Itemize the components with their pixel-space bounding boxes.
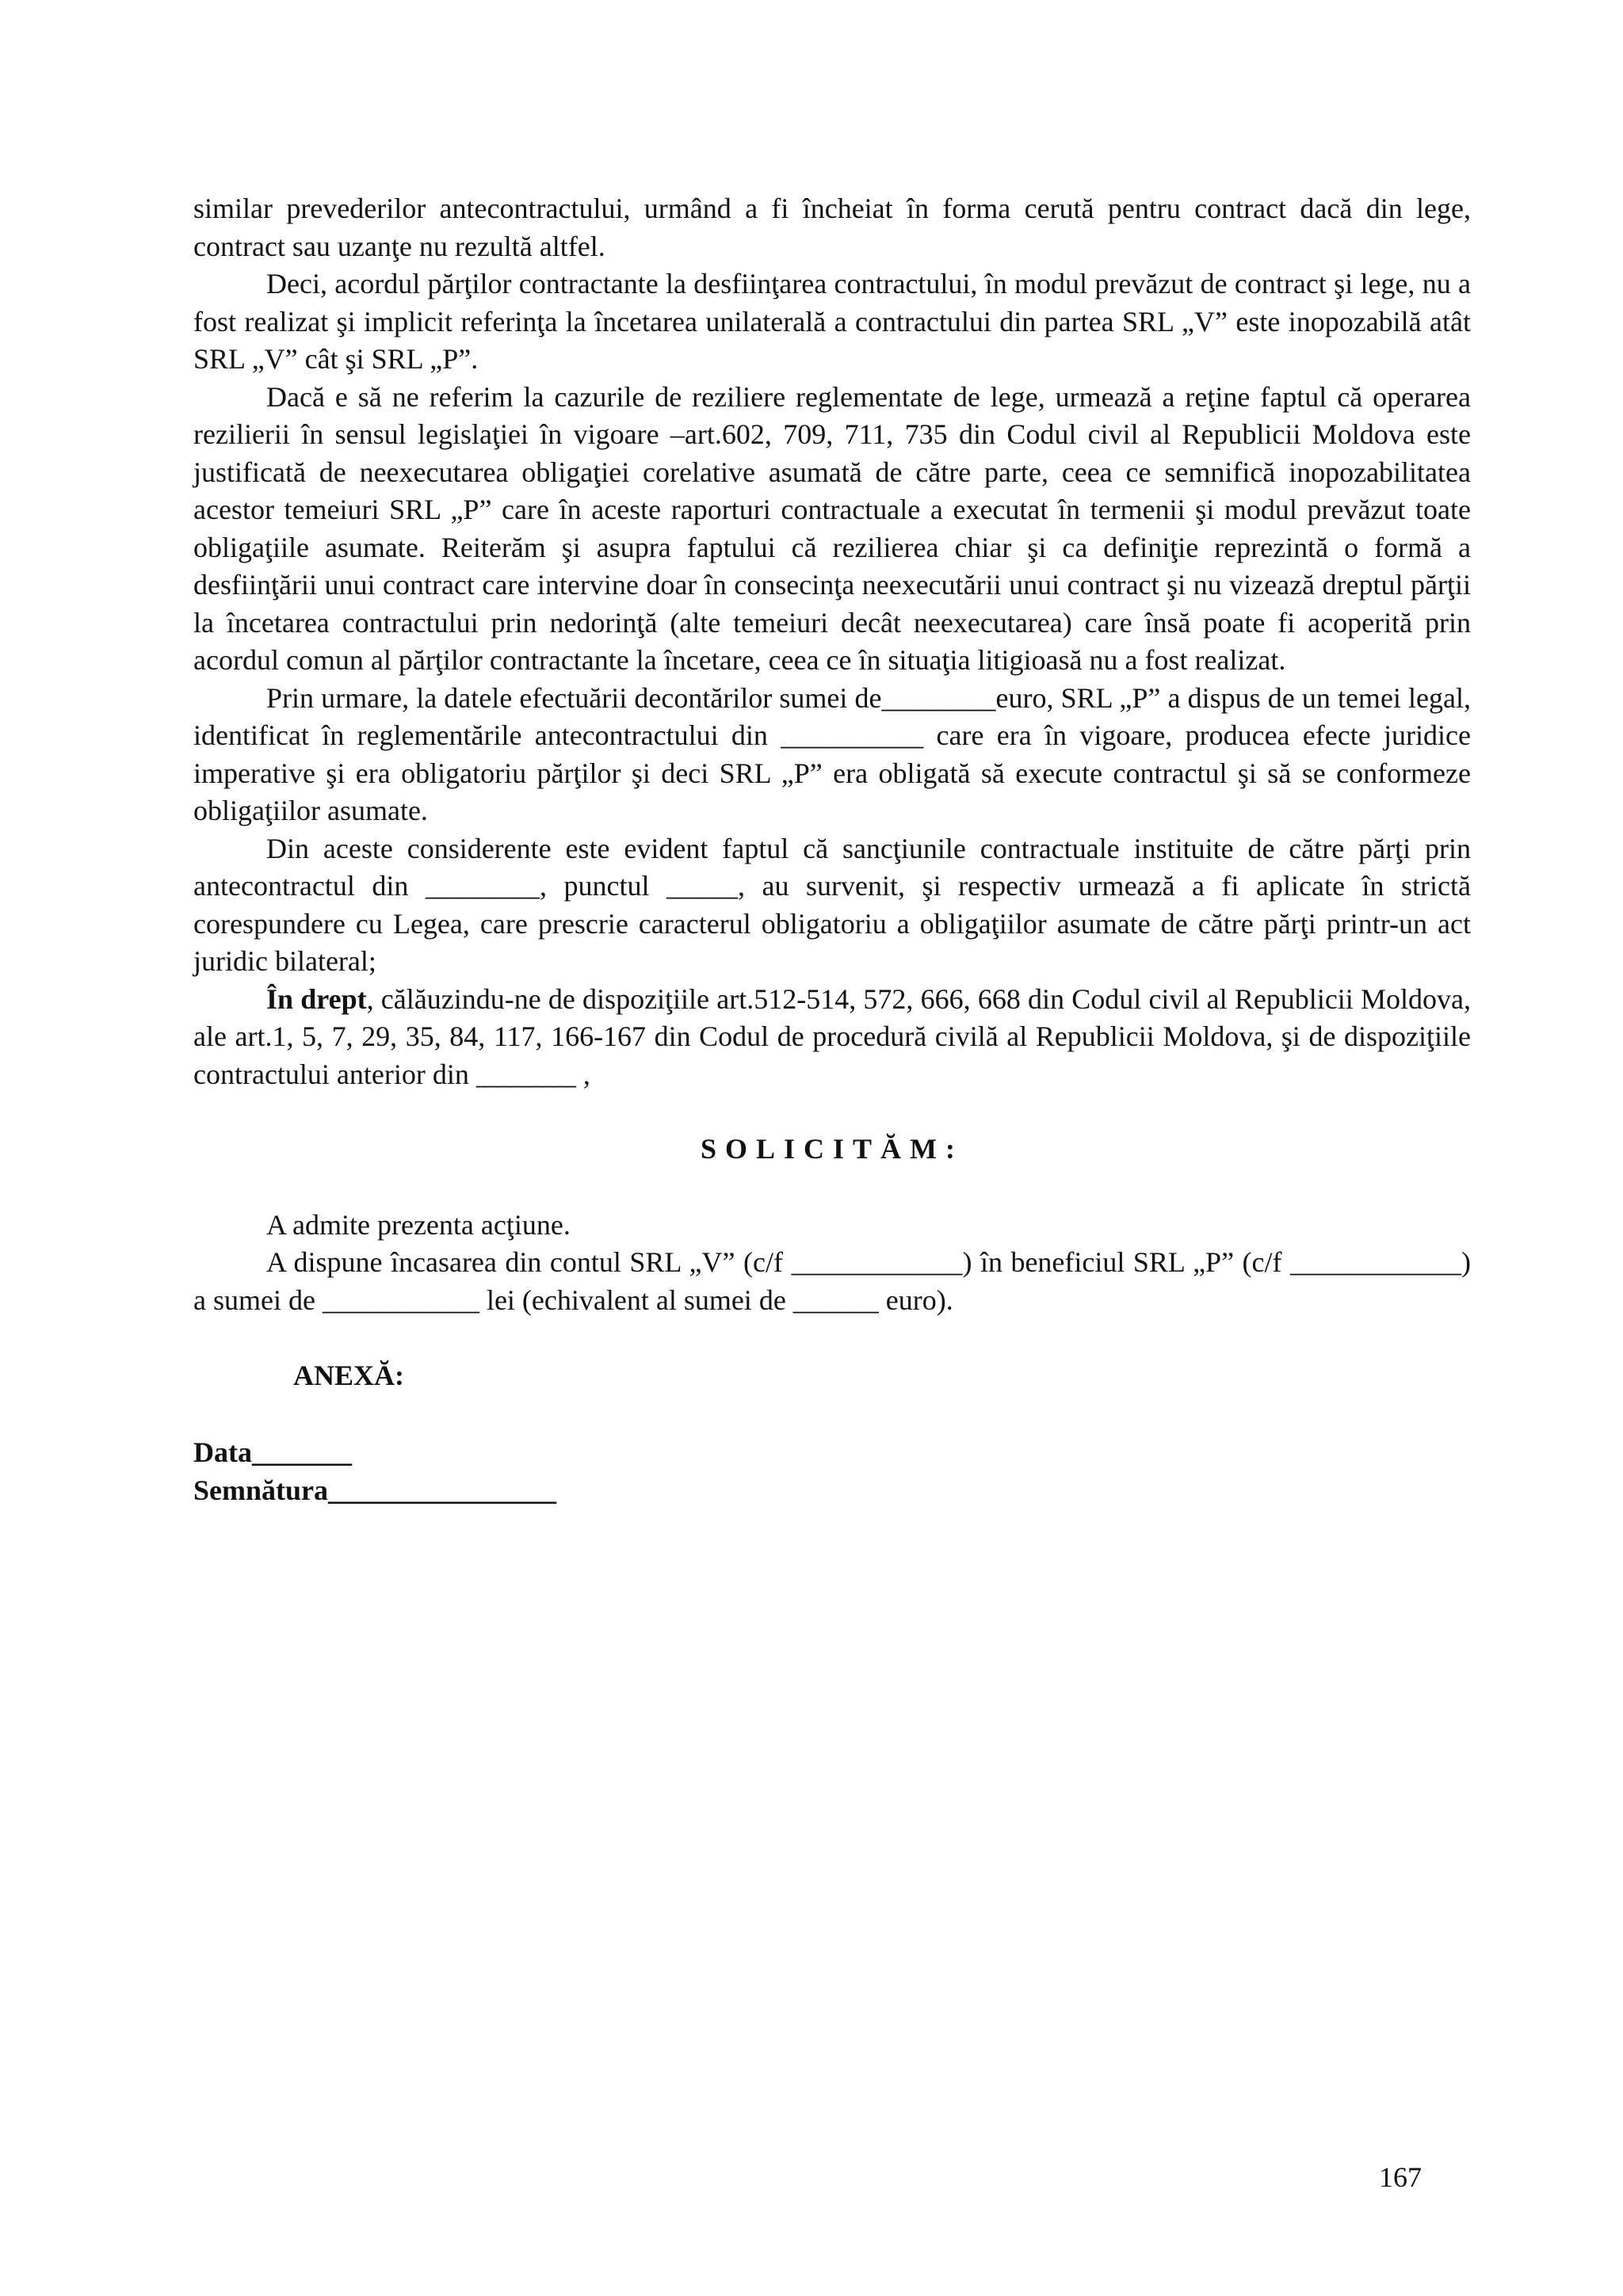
signature-block <box>193 1433 1471 1509</box>
page-number: 167 <box>1379 2161 1422 2193</box>
paragraph-agreement: Deci, acordul părţilor contractante la desfiinţarea contractului, în modul prevăzut de contract şi lege, nu a fost realizat şi implicit referinţa la încetarea unilaterală a contractului din partea SRL „V” este inopozabilă atât SRL „V” cât şi SRL „P”. <box>193 268 1471 375</box>
legal-basis-text: , călăuzindu-ne de dispoziţiile art.512-514, 572, 666, 668 din Codul civil al Republicii Moldova, ale art.1, 5, 7, 29, 35, 84, 117, 166-167 din Codul de procedură civilă al Republicii Moldova, şi de dispoziţiile contractului anterior din _______ , <box>193 982 1471 1090</box>
request-admit: A admite prezenta acţiune. <box>266 1208 571 1241</box>
section-heading: SOLICITĂM: <box>700 1133 964 1165</box>
document-page <box>193 190 1471 1509</box>
paragraph-continuation: similar prevederilor antecontractului, urmând a fi încheiat în forma cerută pentru contract dacă din lege, contract sau uzanţe nu rezultă altfel. <box>193 193 1471 262</box>
annex-label: ANEXĂ: <box>293 1360 404 1391</box>
legal-basis-lead: În drept <box>266 982 367 1015</box>
paragraph-legal-basis <box>193 981 1471 1094</box>
signature-line: Semnătura________________ <box>193 1474 556 1506</box>
request-collect: A dispune încasarea din contul SRL „V” (c/f ____________) în beneficiul SRL „P” (c/f ____________) a sumei de ___________ lei (echivalent al sumei de ______ euro). <box>193 1246 1471 1316</box>
date-line: Data_______ <box>193 1436 352 1468</box>
paragraph-termination: Dacă e să ne referim la cazurile de reziliere reglementate de lege, urmează a reţine faptul că operarea rezilierii în sensul legislaţiei în vigoare –art.602, 709, 711, 735 din Codul civil al Republicii Moldova este justificată de neexecutarea obligaţiei corelative asumată de către parte, ceea ce semnifică inopozabilitatea acestor temeiuri SRL „P” care în aceste raporturi contractuale a executat în termenii şi modul prevăzut toate obligaţiile asumate. Reiterăm şi asupra faptului că rezilierea chiar şi ca definiţie reprezintă o formă a desfiinţării unui contract care intervine doar în consecinţa neexecutării unui contract şi nu vizează dreptul părţii la încetarea contractului prin nedorinţă (alte temeiuri decât neexecutarea) care însă poate fi acoperită prin acordul comun al părţilor contractante la încetare, ceea ce în situaţia litigioasă nu a fost realizat. <box>193 380 1471 676</box>
paragraph-payments: Prin urmare, la datele efectuării decontărilor sumei de________euro, SRL „P” a dispus de un temei legal, identificat în reglementările antecontractului din __________ care era în vigoare, producea efecte juridice imperative şi era obligatoriu părţilor şi deci SRL „P” era obligată să execute contractul şi să se conformeze obligaţiilor asumate. <box>193 681 1471 826</box>
paragraph-sanctions: Din aceste considerente este evident faptul că sancţiunile contractuale instituite de către părţi prin antecontractul din ________, punctul _____, au survenit, şi respectiv urmează a fi aplicate în strictă corespundere cu Legea, care prescrie caracterul obligatoriu a obligaţiilor asumate de către părţi printr-un act juridic bilateral; <box>193 832 1471 977</box>
